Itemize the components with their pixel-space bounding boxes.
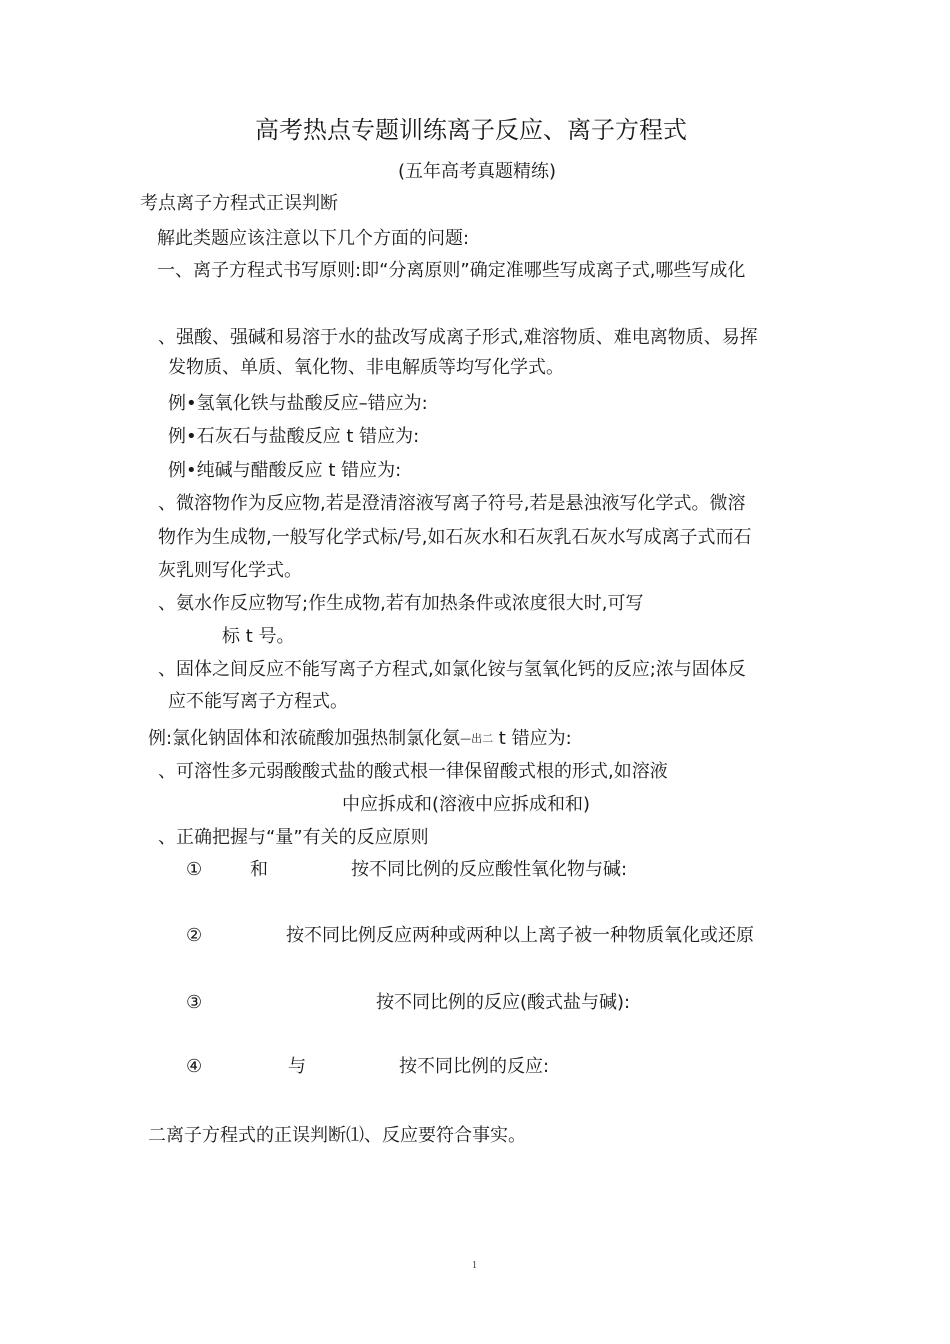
page-title: 高考热点专题训练离子反应、离子方程式 <box>255 116 687 144</box>
paragraph-3-line-2: 标 t 号。 <box>222 626 295 647</box>
item-1-number: ① <box>186 859 203 880</box>
item-2-number: ② <box>186 925 203 946</box>
paragraph-3-line-1: 、氨水作反应物写;作生成物,若有加热条件或浓度很大时,可写 <box>158 593 644 614</box>
paragraph-5-line-2: 中应拆成和(溶液中应拆成和和) <box>342 794 591 815</box>
item-3-text: 按不同比例的反应(酸式盐与碱): <box>376 992 631 1013</box>
page-subtitle: (五年高考真题精练) <box>398 161 557 182</box>
paragraph-1-line-1: 、强酸、强碱和易溶于水的盐改写成离子形式,难溶物质、难电离物质、易挥 <box>158 327 758 348</box>
paragraph-4-line-1: 、固体之间反应不能写离子方程式,如氯化铵与氢氧化钙的反应;浓与固体反 <box>158 659 746 680</box>
item-4-number: ④ <box>186 1056 203 1077</box>
example-3: 例•纯碱与醋酸反应 t 错应为: <box>168 460 402 481</box>
item-1-text: 按不同比例的反应酸性氧化物与碱: <box>351 859 628 880</box>
principle-2-heading: 二离子方程式的正误判断⑴、反应要符合事实。 <box>148 1125 526 1146</box>
example-4 <box>148 727 572 751</box>
paragraph-1-line-2: 发物质、单质、氧化物、非电解质等均写化学式。 <box>168 357 564 378</box>
example-4-mark: — <box>460 732 472 745</box>
example-2: 例•石灰石与盐酸反应 t 错应为: <box>168 426 420 447</box>
item-2-text: 按不同比例反应两种或两种以上离子被一种物质氧化或还原 <box>286 925 754 946</box>
paragraph-2-line-2: 物作为生成物,一般写化学式标/号,如石灰水和石灰乳石灰水写成离子式而石 <box>158 527 752 548</box>
item-4-text: 按不同比例的反应: <box>399 1056 550 1077</box>
example-4-mark-2: 出二 <box>471 732 494 745</box>
paragraph-6-line-1: 、正确把握与“量”有关的反应原则 <box>158 827 429 848</box>
paragraph-5-line-1: 、可溶性多元弱酸酸式盐的酸式根一律保留酸式根的形式,如溶液 <box>158 761 668 782</box>
paragraph-2-line-1: 、微溶物作为反应物,若是澄清溶液写离子符号,若是悬浊液写化学式。微溶 <box>158 493 746 514</box>
item-1-word: 和 <box>250 859 268 880</box>
example-1: 例•氢氧化铁与盐酸反应–错应为: <box>168 393 428 414</box>
principle-1-heading: 一、离子方程式书写原则:即“分离原则”确定准哪些写成离子式,哪些写成化 <box>157 260 746 281</box>
example-4-tail: t 错应为: <box>493 728 572 749</box>
section-heading: 考点离子方程式正误判断 <box>140 193 338 214</box>
intro-text: 解此类题应该注意以下几个方面的问题: <box>157 228 470 249</box>
item-4-word: 与 <box>288 1056 306 1077</box>
page-number: 1 <box>472 1260 477 1271</box>
item-3-number: ③ <box>186 992 203 1013</box>
paragraph-4-line-2: 应不能写离子方程式。 <box>168 691 348 712</box>
paragraph-2-line-3: 灰乳则写化学式。 <box>158 560 302 581</box>
example-4-text: 例:氯化钠固体和浓硫酸加强热制氯化氨 <box>148 728 461 749</box>
